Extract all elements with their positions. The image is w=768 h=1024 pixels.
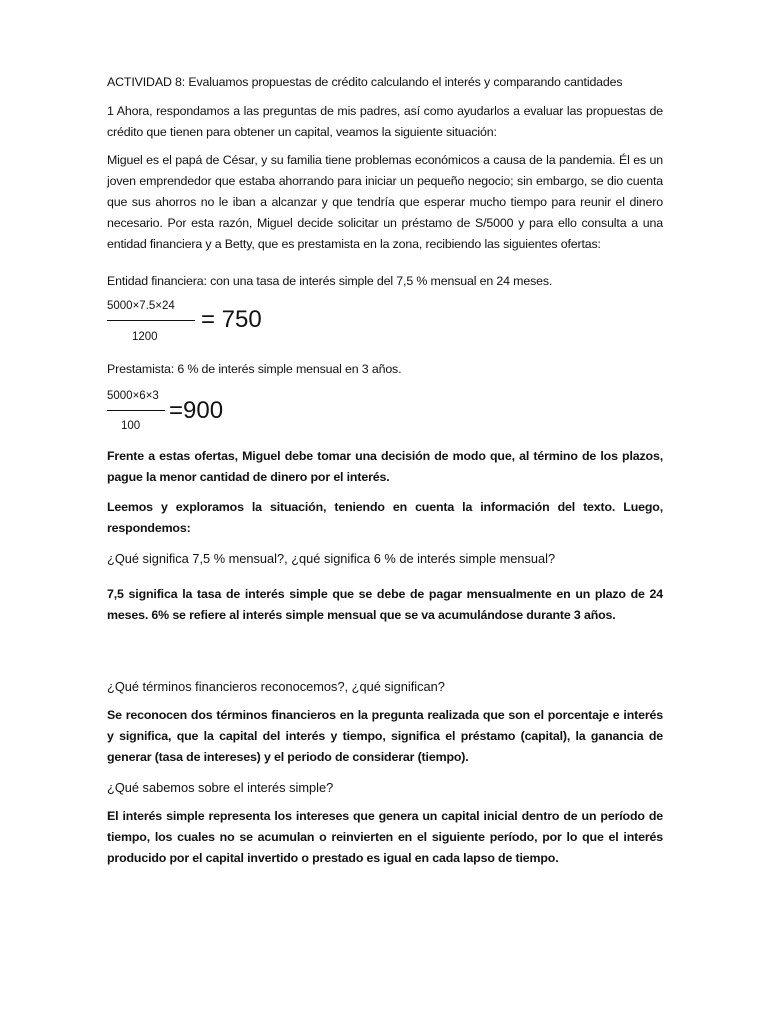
- question-3: ¿Qué sabemos sobre el interés simple?: [107, 780, 334, 795]
- calc-entity-result: = 750: [201, 306, 262, 333]
- answer-2: Se reconocen dos términos financieros en la pregunta realizada que son el porcentaje e interés y significa, que la capital del interés y tiempo, significa el préstamo (capital), la ganancia de generar (tasa de intereses) y el periodo de considerar (tiempo).: [107, 708, 663, 764]
- decision-paragraph: Frente a estas ofertas, Miguel debe tomar una decisión de modo que, al término de los plazos, pague la menor cantidad de dinero por el interés.: [107, 449, 663, 484]
- calc-lender-numerator: 5000×6×3: [107, 390, 159, 402]
- calc-lender-denominator: 100: [121, 420, 141, 432]
- question-2: ¿Qué términos financieros reconocemos?, ¿qué significan?: [107, 679, 445, 694]
- calc-entity-numerator: 5000×7.5×24: [107, 300, 175, 312]
- offer-entity-text: Entidad financiera: con una tasa de interés simple del 7,5 % mensual en 24 meses.: [107, 274, 553, 288]
- fraction-bar: [107, 410, 165, 411]
- intro-paragraph: 1 Ahora, respondamos a las preguntas de mis padres, así como ayudarlos a evaluar las propuestas de crédito que tienen para obtener un capital, veamos la siguiente situación:: [107, 104, 663, 139]
- question-1: ¿Qué significa 7,5 % mensual?, ¿qué significa 6 % de interés simple mensual?: [107, 551, 556, 566]
- calc-entity-denominator: 1200: [132, 331, 158, 343]
- activity-title: ACTIVIDAD 8: Evaluamos propuestas de crédito calculando el interés y comparando cantidades: [107, 75, 623, 89]
- answer-1: 7,5 significa la tasa de interés simple que se debe de pagar mensualmente en un plazo de 24 meses. 6% se refiere al interés simple mensual que se va acumulándose durante 3 años.: [107, 587, 663, 622]
- offer-lender-text: Prestamista: 6 % de interés simple mensual en 3 años.: [107, 362, 402, 376]
- instruction-paragraph: Leemos y exploramos la situación, teniendo en cuenta la información del texto. Luego, respondemos:: [107, 500, 663, 535]
- answer-3: El interés simple representa los intereses que genera un capital inicial dentro de un período de tiempo, los cuales no se acumulan o reinvierten en el siguiente período, por lo que el interés producido por el capital invertido o prestado es igual en cada lapso de tiempo.: [107, 809, 663, 865]
- fraction-bar: [107, 320, 195, 321]
- calc-lender-result: =900: [169, 397, 224, 424]
- situation-paragraph: Miguel es el papá de César, y su familia tiene problemas económicos a causa de la pandemia. Él es un joven emprendedor que estaba ahorrando para iniciar un pequeño negocio; sin embargo, se dio cuenta que sus ahorros no le iban a alcanzar y que tendría que esperar mucho tiempo para reunir el dinero necesario. Por esta razón, Miguel decide solicitar un préstamo de S/5000 y para ello consulta a una entidad financiera y a Betty, que es prestamista en la zona, recibiendo las siguientes ofertas:: [107, 153, 663, 251]
